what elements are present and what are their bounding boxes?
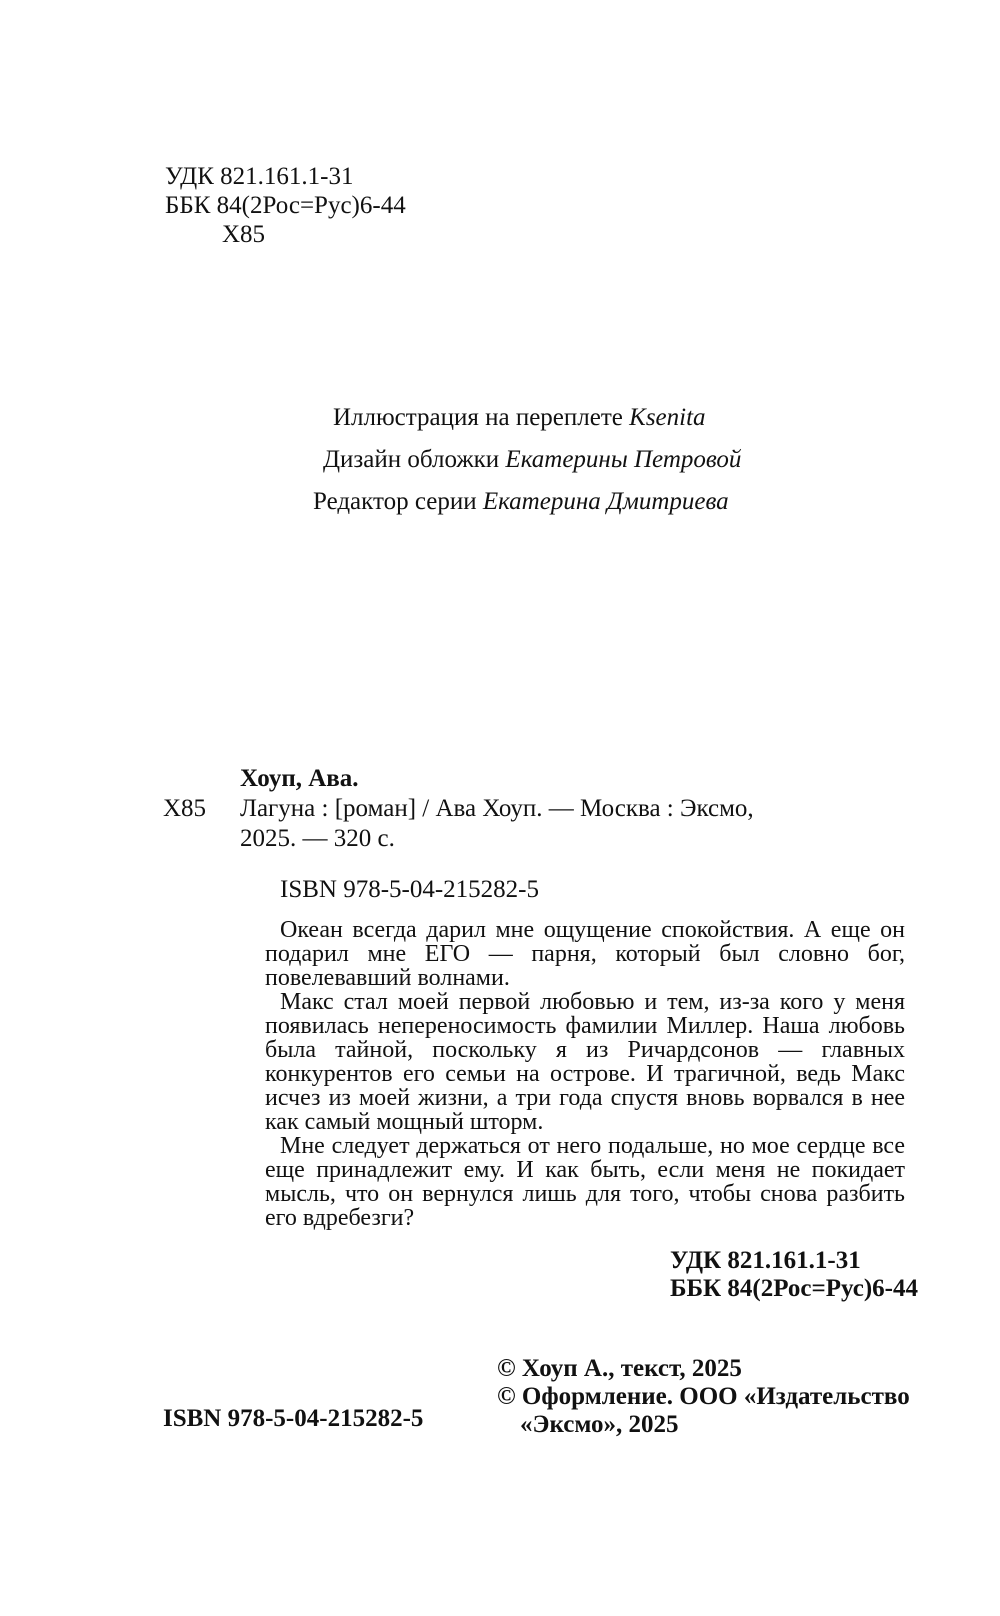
credit-role: Иллюстрация на переплете [333, 404, 623, 431]
catalog-title-line1: Лагуна : [роман] / Ава Хоуп. — Москва : Эксмо, [240, 795, 754, 822]
udk-code-bottom: УДК 821.161.1-31 [670, 1247, 861, 1274]
bbk-code-top: ББК 84(2Рос=Рус)6-44 [165, 192, 406, 219]
catalog-isbn: ISBN 978-5-04-215282-5 [280, 876, 540, 903]
catalog-author: Хоуп, Ава. [240, 765, 359, 792]
credit-series-editor [313, 488, 729, 516]
annotation-paragraph: Океан всегда дарил мне ощущение спокойствия. А еще он подарил мне ЕГО — парня, который был словно бог, повелевавший волнами. [265, 917, 905, 991]
copyright-line1: © Хоуп А., текст, 2025 [497, 1355, 742, 1382]
credit-role: Редактор серии [313, 488, 477, 515]
credit-name: Екатерина Дмитриева [482, 488, 729, 515]
copyright-line2: © Оформление. ООО «Издательство [497, 1383, 910, 1410]
credit-name: Ksenita [629, 404, 706, 431]
annotation-paragraph: Мне следует держаться от него подальше, но мое сердце все еще принадлежит ему. И как быть, если меня не покидает мысль, что он вернулся лишь для того, чтобы снова разбить его вдребезги? [265, 1133, 905, 1231]
author-mark-top: Х85 [222, 221, 266, 248]
catalog-title-line2: 2025. — 320 с. [240, 825, 395, 852]
catalog-author-mark: Х85 [163, 795, 207, 822]
isbn-bold: ISBN 978-5-04-215282-5 [163, 1405, 424, 1432]
copyright-line3: «Эксмо», 2025 [520, 1411, 679, 1438]
annotation [265, 918, 905, 1230]
credit-role: Дизайн обложки [323, 446, 500, 473]
bbk-code-bottom: ББК 84(2Рос=Рус)6-44 [670, 1275, 918, 1302]
credit-illustration [333, 404, 706, 432]
credit-cover-design [323, 446, 741, 474]
annotation-paragraph: Макс стал моей первой любовью и тем, из-за кого у меня появилась непереносимость фамилии Миллер. Наша любовь была тайной, поскольку я из Ричардсонов — главных конкурентов его семьи на острове. И трагичной, ведь Макс исчез из моей жизни, а три года спустя вновь ворвался в нее как самый мощный шторм. [265, 989, 905, 1135]
credit-name: Екатерины Петровой [505, 446, 742, 473]
udk-code-top: УДК 821.161.1-31 [165, 163, 354, 190]
